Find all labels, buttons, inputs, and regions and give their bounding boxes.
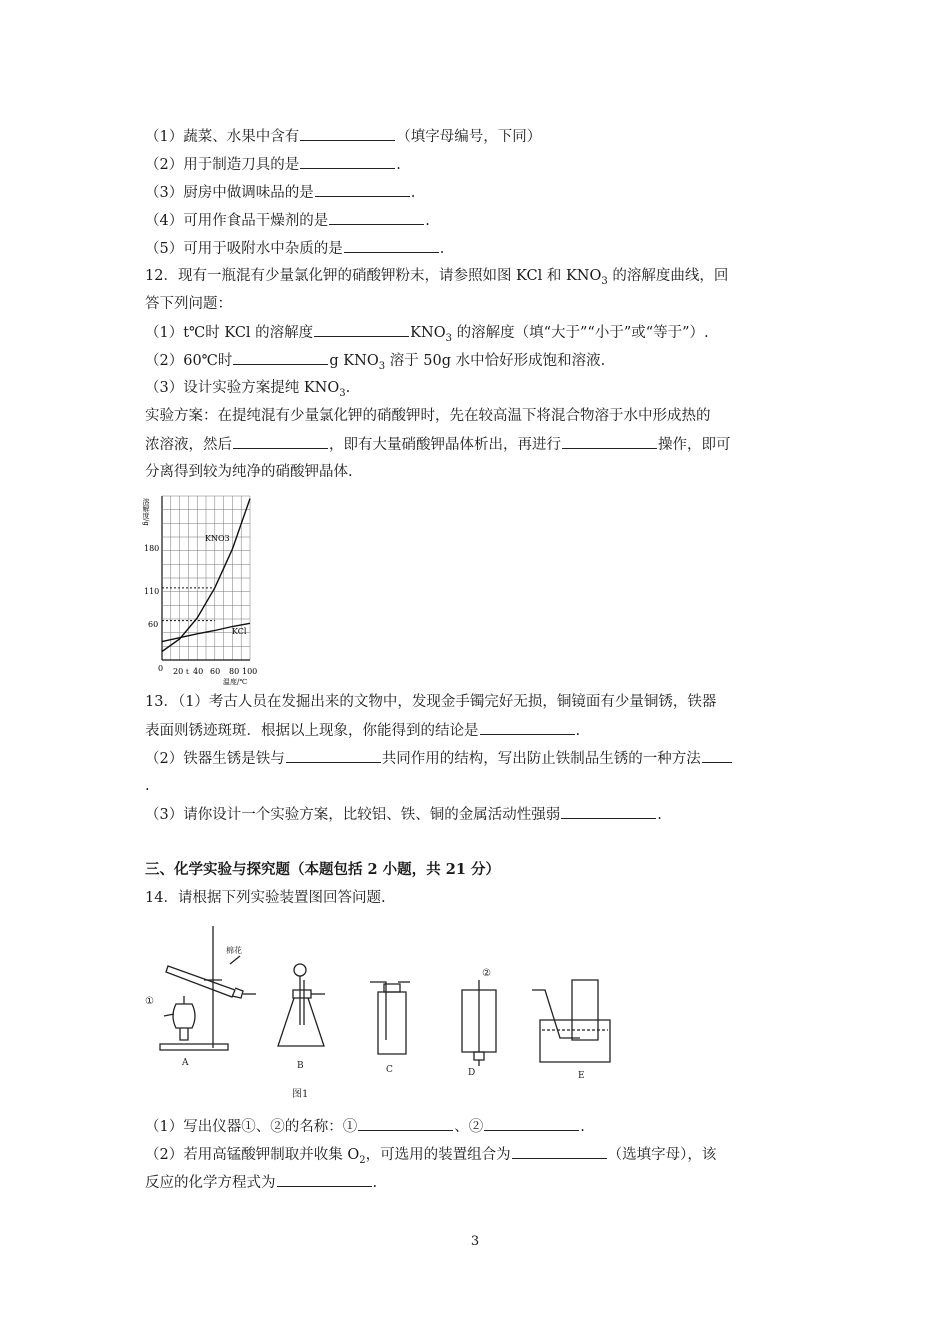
q12-part-2: （2）60℃时 g $KNO_3$ 溶于 50g 水中恰好形成饱和溶液.: [145, 350, 605, 371]
q14-part-1: （1）写出仪器①、②的名称：① 、② .: [145, 1116, 585, 1137]
q13-part-1-line1: 13．（1）考古人员在发掘出来的文物中，发现金手镯完好无损，铜镜面有少量铜锈，铁器: [145, 694, 717, 710]
q14-part-2-line2: 反应的化学方程式为 .: [145, 1172, 377, 1193]
q12-plan-line1: 实验方案：在提纯混有少量氯化钾的硝酸钾时，先在较高温下将混合物溶于水中形成热的: [145, 408, 711, 424]
x-tick-40: 40: [193, 667, 204, 676]
q12-part-3: （3）设计实验方案提纯 $KNO_3$.: [145, 380, 351, 399]
kno3-curve-label: KNO3: [205, 534, 230, 543]
x-tick-100: 100: [242, 667, 258, 676]
label-instrument-2: ②: [482, 968, 491, 979]
answer-blank[interactable]: [300, 154, 395, 169]
fig-label-d: D: [468, 1068, 476, 1078]
q12-plan-line3: 分离得到较为纯净的硝酸钾晶体.: [145, 464, 353, 480]
answer-blank[interactable]: [314, 322, 409, 337]
answer-blank[interactable]: [358, 1116, 453, 1131]
y-axis-label: 溶解度/g: [142, 498, 150, 526]
answer-blank[interactable]: [562, 434, 657, 449]
q13-part-2-end: .: [145, 778, 150, 794]
label-instrument-1: ①: [145, 996, 154, 1007]
q13-part-1-line2: 表面则锈迹斑斑．根据以上现象，你能得到的结论是 .: [145, 720, 580, 741]
q11-item-2: （2）用于制造刀具的是 .: [145, 154, 401, 175]
apparatus-c: [370, 982, 410, 1054]
apparatus-e: [532, 980, 610, 1062]
answer-blank[interactable]: [484, 1116, 579, 1131]
section-heading: 三、化学实验与探究题（本题包括 2 小题，共 21 分）: [145, 861, 500, 878]
y-tick-60: 60: [148, 620, 159, 629]
answer-blank[interactable]: [277, 1172, 372, 1187]
answer-blank[interactable]: [344, 238, 439, 253]
fig-label-a: A: [182, 1058, 189, 1068]
x-tick-60: 60: [210, 667, 221, 676]
apparatus-figure: [140, 920, 620, 1105]
fig-label-e: E: [578, 1071, 585, 1081]
apparatus-a: [160, 926, 256, 1050]
q12-stem-line2: 答下列问题：: [145, 296, 232, 312]
q12-part-1: （1）t℃时 KCl 的溶解度 $KNO_3$ 的溶解度（填“大于”“小于”或“等于”）.: [145, 322, 709, 343]
q14-part-2: （2）若用高锰酸钾制取并收集 $O_2$，可选用的装置组合为 （选填字母），该: [145, 1144, 716, 1165]
answer-blank[interactable]: [300, 126, 395, 141]
q11-item-1: （1）蔬菜、水果中含有 （填字母编号，下同）: [145, 126, 541, 147]
y-tick-180: 180: [144, 544, 160, 553]
q13-part-3: （3）请你设计一个实验方案，比较铝、铁、铜的金属活动性强弱 .: [145, 804, 662, 825]
q11-item-5: （5）可用于吸附水中杂质的是 .: [145, 238, 444, 259]
answer-blank[interactable]: [329, 210, 424, 225]
answer-blank[interactable]: [233, 434, 328, 449]
fig-label-b: B: [297, 1061, 304, 1071]
x-tick-0: 0: [158, 664, 164, 673]
figure-caption: 图1: [292, 1089, 309, 1100]
answer-blank[interactable]: [315, 182, 410, 197]
apparatus-b: [278, 964, 325, 1046]
answer-blank[interactable]: [286, 748, 381, 763]
y-tick-110: 110: [144, 587, 160, 596]
x-tick-20: 20: [173, 667, 184, 676]
answer-blank[interactable]: [561, 804, 656, 819]
x-tick-80: 80: [229, 667, 240, 676]
q12-plan-line2: 浓溶液，然后 ，即有大量硝酸钾晶体析出，再进行 操作，即可: [145, 434, 731, 455]
answer-blank[interactable]: [512, 1144, 607, 1159]
solubility-chart: [140, 488, 270, 688]
label-cotton: 棉花: [226, 946, 242, 955]
q13-part-2: （2）铁器生锈是铁与 共同作用的结构，写出防止铁制品生锈的一种方法: [145, 748, 733, 769]
q11-item-3: （3）厨房中做调味品的是 .: [145, 182, 415, 203]
x-axis-label: 温度/℃: [223, 678, 248, 686]
x-tick-t: t: [186, 668, 189, 676]
q11-item-4: （4）可用作食品干燥剂的是 .: [145, 210, 430, 231]
apparatus-d: [462, 980, 496, 1066]
answer-blank[interactable]: [480, 720, 575, 735]
answer-blank[interactable]: [702, 748, 732, 763]
q12-stem-line1: 12．现有一瓶混有少量氯化钾的硝酸钾粉末，请参照如图 KCl 和 $KNO_3$ 的溶解度曲线，回: [145, 268, 729, 287]
q14-stem: 14．请根据下列实验装置图回答问题.: [145, 890, 386, 906]
answer-blank[interactable]: [233, 350, 328, 365]
fig-label-c: C: [386, 1065, 393, 1075]
page-number: 3: [470, 1234, 480, 1249]
kcl-curve-label: KCl: [232, 627, 247, 636]
